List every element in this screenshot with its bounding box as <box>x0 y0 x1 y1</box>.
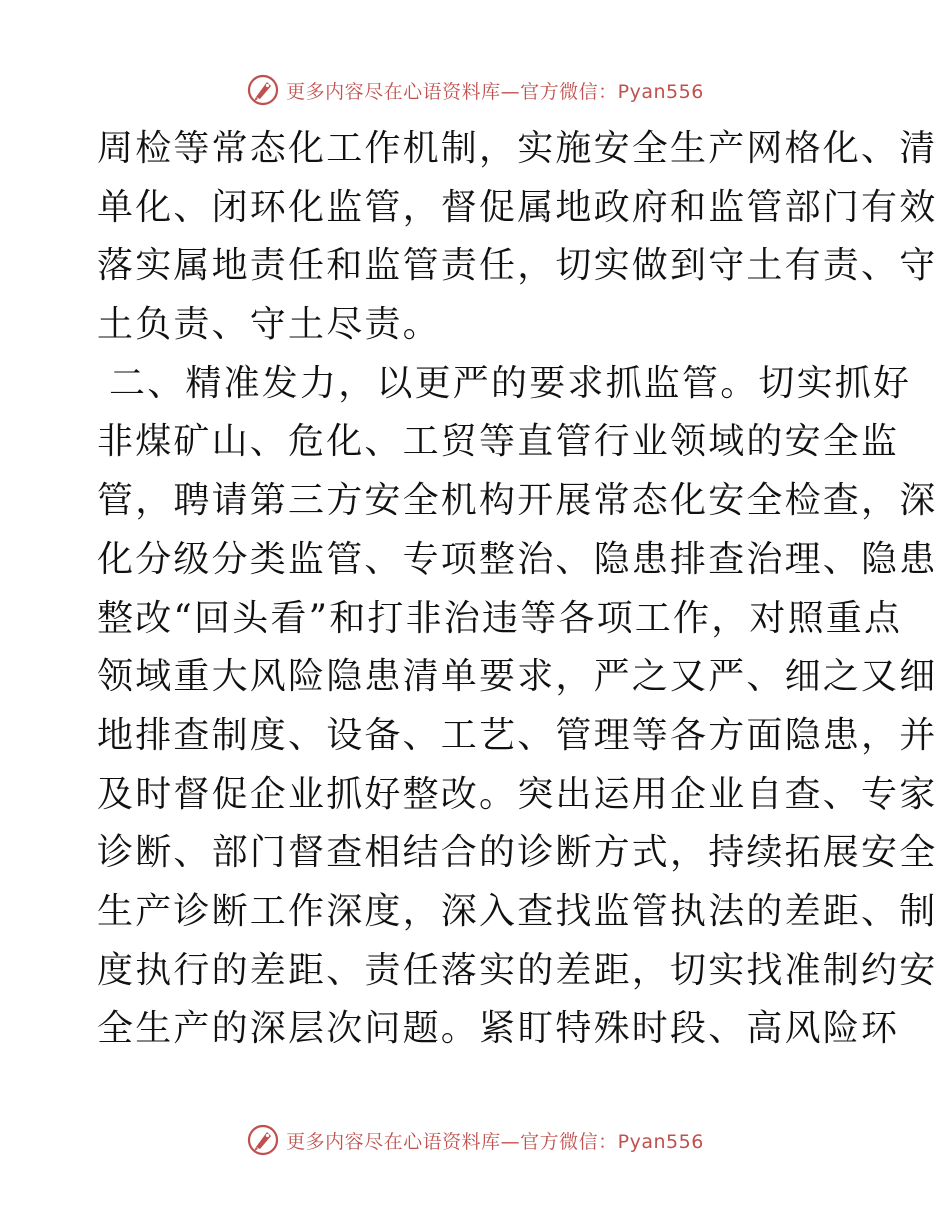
body-line: 生产诊断工作深度，深入查找监管执法的差距、制 <box>97 890 938 932</box>
body-line: 非煤矿山、危化、工贸等直管行业领域的安全监 <box>97 421 900 463</box>
document-body <box>97 120 938 1059</box>
footer-watermark-text: 更多内容尽在心语资料库—官方微信：Pyan556 <box>286 1130 704 1153</box>
header-watermark-text: 更多内容尽在心语资料库—官方微信：Pyan556 <box>286 80 704 103</box>
body-line: 单化、闭环化监管，督促属地政府和监管部门有效 <box>97 186 938 228</box>
body-line: 地排查制度、设备、工艺、管理等各方面隐患，并 <box>97 714 938 756</box>
header-watermark <box>0 70 950 110</box>
body-line: 整改“回头看”和打非治违等各项工作，对照重点 <box>97 597 903 639</box>
body-line: 诊断、部门督查相结合的诊断方式，持续拓展安全 <box>97 832 938 874</box>
body-line: 土负责、守土尽责。 <box>97 304 441 346</box>
footer-watermark <box>0 1120 950 1160</box>
pen-nib-logo-icon <box>246 73 280 107</box>
body-line: 管，聘请第三方安全机构开展常态化安全检查，深 <box>97 480 938 522</box>
body-line: 周检等常态化工作机制，实施安全生产网格化、清 <box>97 128 938 169</box>
body-line: 全生产的深层次问题。紧盯特殊时段、高风险环 <box>97 1008 900 1050</box>
body-line: 化分级分类监管、专项整治、隐患排查治理、隐患 <box>97 538 938 580</box>
pen-nib-logo-icon <box>246 1123 280 1157</box>
body-line: 领域重大风险隐患清单要求，严之又严、细之又细 <box>97 656 938 698</box>
body-line: 度执行的差距、责任落实的差距，切实找准制约安 <box>97 949 938 991</box>
body-line: 及时督促企业抓好整改。突出运用企业自查、专家 <box>97 773 938 815</box>
section-heading-line: 二、精准发力，以更严的要求抓监管。切实抓好 <box>109 362 912 404</box>
body-line: 落实属地责任和监管责任，切实做到守土有责、守 <box>97 245 938 287</box>
